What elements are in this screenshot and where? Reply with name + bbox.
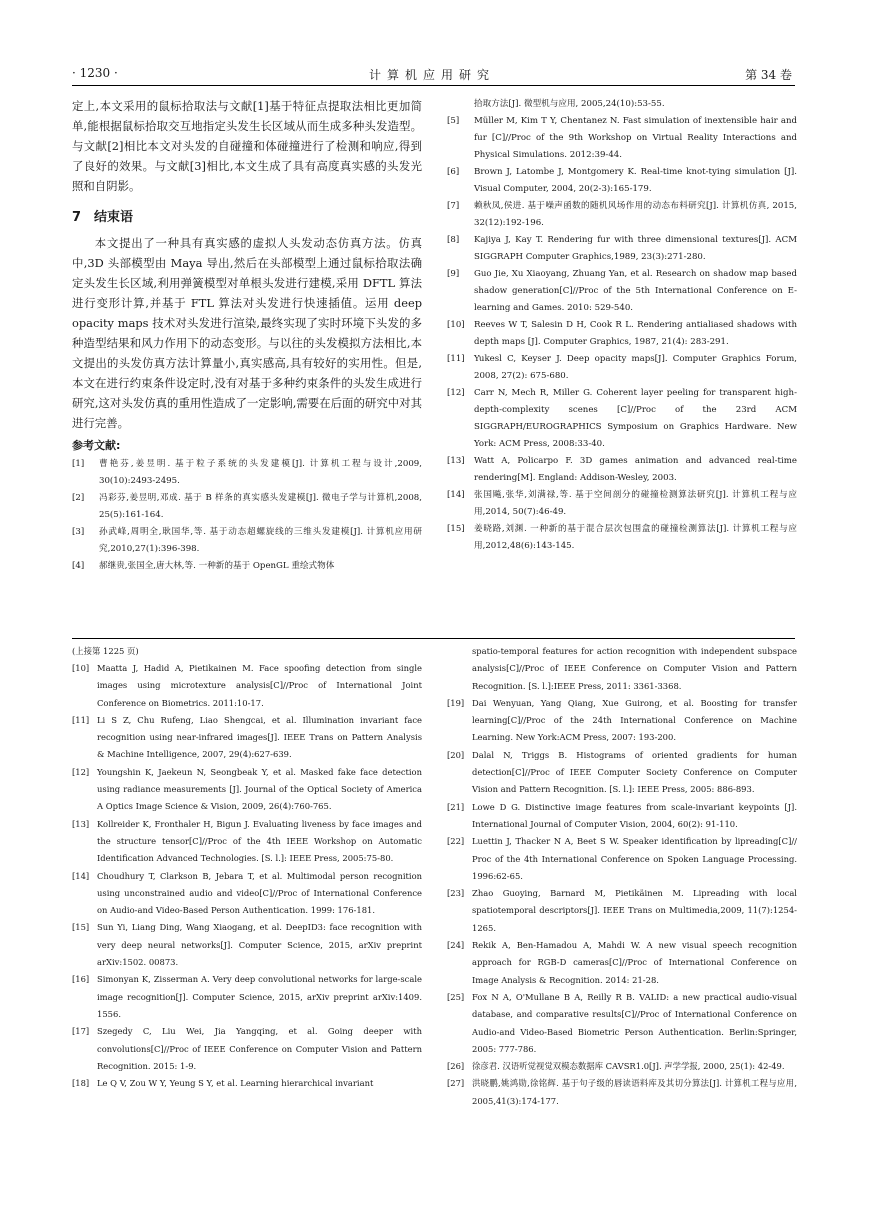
reference-item xyxy=(72,558,422,575)
reference-item xyxy=(72,868,422,920)
reference-item xyxy=(447,351,797,385)
reference-text: Carr N, Mech R, Miller G. Coherent layer peeling for transparent high-depth-complexity scenes [C]//Proc of the 23rd ACM SIGGRAPH/EUROGRAPHICS Symposium on Graphics Hardware. New York: ACM Press, 2008:33-40. xyxy=(474,388,797,449)
reference-number: [15] xyxy=(72,922,90,933)
reference-item xyxy=(72,524,422,558)
journal-title: 计算机应用研究 xyxy=(368,68,495,82)
reference-number: [10] xyxy=(72,663,90,673)
reference-number: [12] xyxy=(72,766,90,777)
reference-item xyxy=(72,1023,422,1075)
reference-text: Dai Wenyuan, Yang Qiang, Xue Guirong, et al. Boosting for transfer learning[C]//Proc of the 24th International Conference on Machine Learning. New York:ACM Press, 2007: 193-200. xyxy=(472,697,797,743)
reference-item xyxy=(447,937,797,989)
bottom-right-references xyxy=(447,643,797,1110)
reference-item xyxy=(447,1058,797,1075)
reference-text: Watt A, Policarpo F. 3D games animation and advanced real-time rendering[M]. England: Addison-Wesley, 2003. xyxy=(474,456,797,483)
reference-text: Dalal N, Triggs B. Histograms of oriented gradients for human detection[C]//Proc of IEEE Computer Society Conference on Computer Vision and Pattern Recognition. [S. l.]: IEEE Press, 2005: 886-893. xyxy=(472,749,797,795)
reference-item xyxy=(447,317,797,351)
reference-number: [10] xyxy=(447,320,465,330)
reference-text: Sun Yi, Liang Ding, Wang Xiaogang, et al. DeepID3: face recognition with very deep neural networks[J]. Computer Science, 2015, arXiv preprint arXiv:1502. 00873. xyxy=(97,922,422,968)
reference-text: 孙武峰,周明全,耿国华,等. 基于动态超螺旋线的三维头发建模[J]. 计算机应用研究,2010,27(1):396-398. xyxy=(99,527,422,554)
continued-note: (上接第 1225 页) xyxy=(72,646,139,656)
reference-text: Choudhury T, Clarkson B, Jebara T, et al. Multimodal person recognition using unconstrained audio and video[C]//Proc of International Conference on Audio-and Video-Based Person Authentication. 1999: 176-181. xyxy=(97,870,422,916)
bottom-left-references xyxy=(72,660,422,1092)
reference-item xyxy=(447,487,797,521)
references-title: 参考文献: xyxy=(72,439,121,452)
reference-number: [19] xyxy=(447,697,465,708)
reference-number: [11] xyxy=(72,714,90,725)
reference-text: Szegedy C, Liu Wei, Jia Yangqing, et al. Going deeper with convolutions[C]//Proc of IEEE Conference on Computer Vision and Pattern Recognition. 2015: 1-9. xyxy=(97,1026,422,1071)
reference-item xyxy=(447,198,797,232)
bottom-right-column xyxy=(447,643,797,1110)
reference-number: [22] xyxy=(447,836,465,847)
reference-number: [14] xyxy=(447,490,465,500)
reference-number: [15] xyxy=(447,524,465,534)
section-divider xyxy=(72,638,795,639)
reference-item xyxy=(72,971,422,1023)
reference-item xyxy=(72,816,422,868)
reference-text: Le Q V, Zou W Y, Yeung S Y, et al. Learning hierarchical invariant xyxy=(97,1078,374,1089)
reference-number xyxy=(447,643,472,695)
reference-text: Li S Z, Chu Rufeng, Liao Shengcai, et al. Illumination invariant face recognition using near-infrared images[J]. IEEE Trans on Pattern Analysis & Machine Intelligence, 2007, 29(4):627-639. xyxy=(97,714,422,760)
reference-text: Youngshin K, Jaekeun N, Seongbeak Y, et al. Masked fake face detection using radiance measurements [J]. Journal of the Optical Society of America A Optics Image Science & Vision, 2009, 26(4):760-765. xyxy=(97,766,422,812)
reference-number: [11] xyxy=(447,354,465,364)
reference-item xyxy=(447,385,797,453)
reference-number: [5] xyxy=(447,116,460,126)
reference-number: [1] xyxy=(72,459,85,469)
reference-text: Guo Jie, Xu Xiaoyang, Zhuang Yan, et al. Research on shadow map based shadow generation[C]//Proc of the 5th International Conference on E- learning and Games. 2010: 529-540. xyxy=(474,269,797,313)
left-references xyxy=(72,456,422,575)
reference-text: 徐彦君. 汉语听觉视觉双模态数据库 CAVSR1.0[J]. 声学学报, 2000, 25(1): 42-49. xyxy=(472,1061,785,1072)
section-title: 7 结束语 xyxy=(72,210,134,225)
reference-text: Kajiya J, Kay T. Rendering fur with three dimensional textures[J]. ACM SIGGRAPH Computer Graphics,1989, 23(3):271-280. xyxy=(474,235,797,262)
reference-item xyxy=(72,712,422,764)
reference-text: Rekik A, Ben-Hamadou A, Mahdi W. A new visual speech recognition approach for RGB-D cameras[C]//Proc of International Conference on Image Analysis & Recognition. 2014: 21-28. xyxy=(472,940,797,985)
reference-item xyxy=(72,919,422,971)
bottom-left-column xyxy=(72,643,422,1092)
reference-text: Kollreider K, Fronthaler H, Bigun J. Evaluating liveness by face images and the structure tensor[C]//Proc of the 4th IEEE Workshop on Automatic Identification Advanced Technologies. [S. l.]: IEEE Press, 2005:75-80. xyxy=(97,818,422,864)
reference-text: 冯彩芬,姜昱明,邓成. 基于 B 样条的真实感头发建模[J]. 微电子学与计算机,2008, 25(5):161-164. xyxy=(99,493,422,520)
reference-text: 郝继贵,张国全,唐大林,等. 一种新的基于 OpenGL 重绘式物体 xyxy=(99,561,335,571)
reference-item xyxy=(447,643,797,695)
reference-number xyxy=(447,96,474,113)
reference-number: [13] xyxy=(72,818,90,829)
reference-item xyxy=(447,833,797,885)
reference-number: [26] xyxy=(447,1061,465,1072)
reference-number: [27] xyxy=(447,1078,465,1089)
reference-number: [2] xyxy=(72,493,85,503)
reference-item xyxy=(72,660,422,712)
reference-item xyxy=(447,164,797,198)
right-column xyxy=(447,96,797,555)
reference-number: [17] xyxy=(72,1026,90,1037)
reference-number: [16] xyxy=(72,974,90,985)
reference-text: 姜晓路,刘渊. 一种新的基于混合层次包围盒的碰撞检测算法[J]. 计算机工程与应用,2012,48(6):143-145. xyxy=(474,524,797,551)
reference-item xyxy=(447,799,797,834)
header-rule xyxy=(72,85,795,86)
reference-item xyxy=(447,96,797,113)
reference-item xyxy=(447,113,797,164)
reference-number: [24] xyxy=(447,940,465,951)
intro-paragraph: 定上,本文采用的鼠标拾取法与文献[1]基于特征点提取法相比更加简单,能根据鼠标拾取交互地指定头发生长区域从而生成多种头发造型。与文献[2]相比本文对头发的自碰撞和体碰撞进行了检测和响应,得到了良好的效果。与文献[3]相比,本文生成了具有高度真实感的头发光照和自阴影。 xyxy=(72,99,422,193)
reference-number: [12] xyxy=(447,388,465,398)
reference-number: [7] xyxy=(447,201,460,211)
reference-number: [9] xyxy=(447,269,460,279)
reference-number: [14] xyxy=(72,870,90,881)
reference-text: Brown J, Latombe J, Montgomery K. Real-time knot-tying simulation [J]. Visual Computer, 2004, 20(2-3):165-179. xyxy=(474,167,797,194)
reference-number: [18] xyxy=(72,1078,90,1089)
reference-number: [4] xyxy=(72,561,85,571)
reference-item xyxy=(72,764,422,816)
volume-label: 第 34 卷 xyxy=(745,68,792,82)
reference-number: [8] xyxy=(447,235,460,245)
reference-text: 洪晓鹏,姚鸿勋,徐铭辉. 基于句子级的唇读语料库及其切分算法[J]. 计算机工程与应用, 2005,41(3):174-177. xyxy=(472,1078,797,1106)
reference-item xyxy=(447,453,797,487)
reference-item xyxy=(447,232,797,266)
reference-number: [6] xyxy=(447,167,460,177)
reference-number: [23] xyxy=(447,888,465,899)
reference-text: 曹艳芬,姜昱明. 基于粒子系统的头发建模[J]. 计算机工程与设计,2009, 30(10):2493-2495. xyxy=(99,459,422,486)
reference-text: 赖秋凤,侯进. 基于噪声函数的随机风场作用的动态布料研究[J]. 计算机仿真, 2015, 32(12):192-196. xyxy=(474,201,797,228)
reference-number: [21] xyxy=(447,801,465,812)
running-header xyxy=(72,60,792,82)
reference-text: Müller M, Kim T Y, Chentanez N. Fast simulation of inextensible hair and fur [C]//Proc of the 9th Workshop on Virtual Reality Interactions and Physical Simulations. 2012:39-44. xyxy=(474,116,797,160)
reference-text: Reeves W T, Salesin D H, Cook R L. Rendering antialiased shadows with depth maps [J]. Computer Graphics, 1987, 21(4): 283-291. xyxy=(474,320,797,347)
reference-item xyxy=(447,695,797,747)
right-references xyxy=(447,96,797,555)
page-number: · 1230 · xyxy=(72,66,118,80)
reference-item xyxy=(72,1075,422,1092)
reference-item xyxy=(447,747,797,799)
reference-text: Simonyan K, Zisserman A. Very deep convolutional networks for large-scale image recognition[J]. Computer Science, 2015, arXiv preprint arXiv:1409. 1556. xyxy=(97,974,422,1019)
reference-item xyxy=(72,490,422,524)
reference-text: Luettin J, Thacker N A, Beet S W. Speaker identification by lipreading[C]// Proc of the 4th International Conference on Spoken Language Processing. 1996:62-65. xyxy=(472,836,797,881)
reference-number: [13] xyxy=(447,456,465,466)
reference-number: [3] xyxy=(72,527,85,537)
reference-text: spatio-temporal features for action recognition with independent subspace analysis[C]//Proc of IEEE Conference on Computer Vision and Pattern Recognition. [S. l.]:IEEE Press, 2011: 3361-3368. xyxy=(472,646,797,691)
conclusion-paragraph: 本文提出了一种具有真实感的虚拟人头发动态仿真方法。仿真中,3D 头部模型由 Maya 导出,然后在头部模型上通过鼠标拾取法确定头发生长区域,利用弹簧模型对单根头发进行建模,采用 DFTL 算法进行变形计算,并基于 FTL 算法对头发进行快速插值。运用 deep opacity maps 技术对头发进行渲染,最终实现了实时环境下头发的多种造型结果和风力作用下的动态变形。与以往的头发模拟方法相比,本文提出的头发仿真方法计算量小,真实感高,具有较好的实用性。但是,本文在进行约束条件设定时,没有对基于多种约束条件的头发生成进行研究,这对头发仿真的重用性造成了一定影响,需要在后面的研究中对其进行完善。 xyxy=(72,236,422,430)
left-column xyxy=(72,96,422,575)
reference-text: Fox N A, O'Mullane B A, Reilly R B. VALID: a new practical audio-visual database, and comparative results[C]//Proc of International Conference on Audio-and Video-Based Biometric Person Authentication. Berlin:Springer, 2005: 777-786. xyxy=(472,991,797,1054)
reference-text: 拾取方法[J]. 微型机与应用, 2005,24(10):53-55. xyxy=(474,99,665,109)
reference-item xyxy=(447,521,797,555)
reference-text: Yukesl C, Keyser J. Deep opacity maps[J]. Computer Graphics Forum, 2008, 27(2): 675-680. xyxy=(474,354,797,381)
reference-text: 张国飚,张华,刘满禄,等. 基于空间剖分的碰撞检测算法研究[J]. 计算机工程与应用,2014, 50(7):46-49. xyxy=(474,490,797,517)
reference-item xyxy=(72,456,422,490)
reference-number: [25] xyxy=(447,991,465,1002)
reference-text: Lowe D G. Distinctive image features from scale-invariant keypoints [J]. International Journal of Computer Vision, 2004, 60(2): 91-110. xyxy=(472,801,797,829)
reference-item xyxy=(447,989,797,1058)
reference-text: Zhao Guoying, Barnard M, Pietikäinen M. Lipreading with local spatiotemporal descriptors[J]. IEEE Trans on Multimedia,2009, 11(7):1254-1265. xyxy=(472,888,797,933)
reference-number: [20] xyxy=(447,749,465,760)
reference-item xyxy=(447,885,797,937)
reference-item xyxy=(447,266,797,317)
reference-text: Maatta J, Hadid A, Pietikainen M. Face spoofing detection from single images using microtexture analysis[C]//Proc of International Joint Conference on Biometrics. 2011:10-17. xyxy=(97,663,422,708)
reference-item xyxy=(447,1075,797,1110)
